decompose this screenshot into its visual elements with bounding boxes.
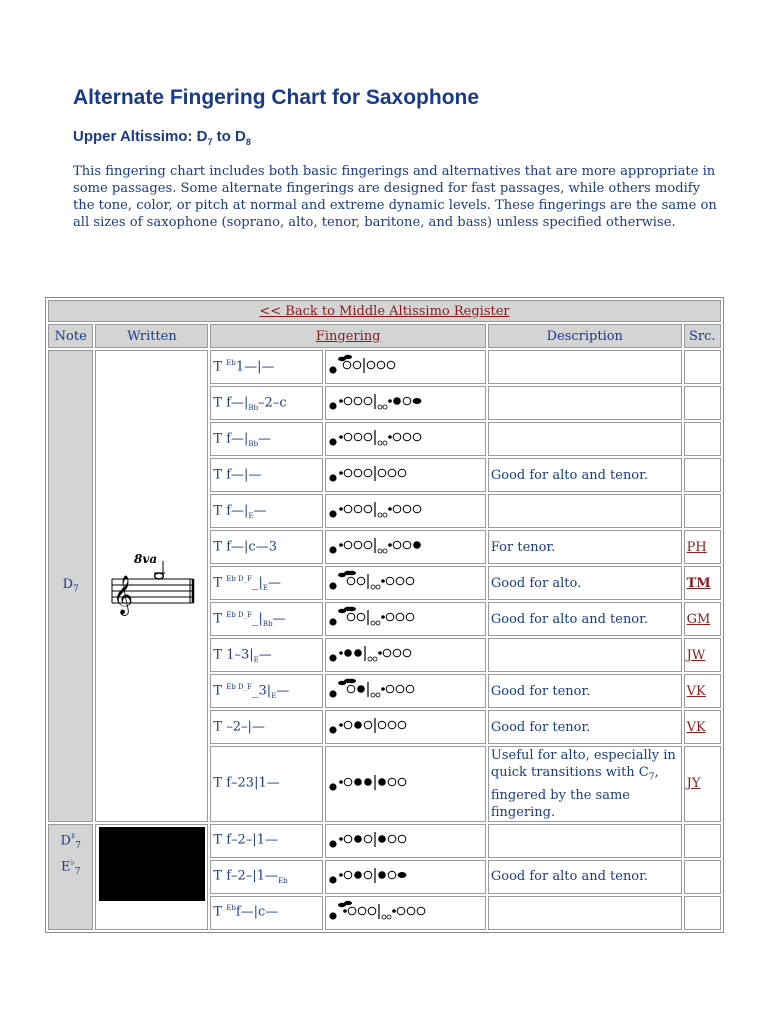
open-key-icon (345, 433, 353, 441)
small-key-icon (382, 915, 386, 919)
small-key-icon (378, 441, 382, 445)
fingering-diagram-svg (328, 567, 478, 595)
closed-key-icon (355, 871, 363, 879)
written-d-sharp-7 (95, 824, 208, 930)
small-key-icon (383, 441, 387, 445)
open-key-icon (359, 907, 367, 915)
source-link-jy[interactable]: JY (686, 776, 701, 792)
fingering-text: T f—|— (210, 458, 323, 492)
side-key-icon (389, 507, 393, 511)
fingering-header-link[interactable]: Fingering (315, 328, 381, 344)
open-key-icon (365, 835, 373, 843)
fingering-text: T $^{Eb D\_F}\_|_E—$ (210, 566, 323, 600)
fingering-diagram (325, 710, 485, 744)
small-key-icon (383, 513, 387, 517)
side-key-icon (379, 651, 383, 655)
open-key-icon (365, 397, 373, 405)
side-key-icon (393, 909, 397, 913)
back-link-cell (48, 300, 721, 322)
octave-key-icon (330, 546, 337, 553)
side-key-icon (340, 837, 344, 841)
side-key-icon (340, 435, 344, 439)
small-key-icon (387, 915, 391, 919)
open-key-icon (399, 469, 407, 477)
octave-key-icon (330, 726, 337, 733)
octave-key-icon (330, 510, 337, 517)
staff-notation-icon (107, 549, 197, 619)
small-key-icon (368, 657, 372, 661)
open-key-icon (389, 778, 397, 786)
header-description: Description (488, 324, 682, 348)
fingering-diagram-svg (328, 675, 478, 703)
source-link-vk[interactable]: VK (686, 683, 706, 699)
palm-key-icon (348, 607, 356, 611)
octave-key-icon (330, 654, 337, 661)
source-cell (684, 386, 721, 420)
closed-key-icon (355, 721, 363, 729)
closed-key-icon (379, 778, 387, 786)
source-cell (684, 746, 721, 822)
fingering-diagram-svg (328, 495, 478, 523)
closed-key-icon (394, 397, 402, 405)
source-cell (684, 638, 721, 672)
description-cell (488, 896, 682, 930)
octave-key-icon (330, 690, 337, 697)
source-cell (684, 710, 721, 744)
source-cell (684, 350, 721, 384)
small-key-icon (378, 549, 382, 553)
note-d7 (48, 350, 93, 822)
fingering-row (48, 350, 721, 384)
side-key-icon (340, 507, 344, 511)
fingering-text: T f–2–|1— (210, 824, 323, 858)
small-key-icon (376, 621, 380, 625)
description-text: , fingered by the same fingering. (490, 765, 659, 820)
open-key-icon (348, 685, 356, 693)
side-key-icon (340, 780, 344, 784)
small-key-icon (376, 693, 380, 697)
open-key-icon (414, 433, 422, 441)
small-key-icon (371, 693, 375, 697)
open-key-icon (397, 685, 405, 693)
header-note: Note (48, 324, 93, 348)
source-cell (684, 458, 721, 492)
open-key-icon (365, 469, 373, 477)
octave-key-icon (330, 582, 337, 589)
side-key-icon (382, 615, 386, 619)
open-key-icon (407, 613, 415, 621)
fingering-text: T f–23|1— (210, 746, 323, 822)
source-cell (684, 896, 721, 930)
open-key-icon (407, 685, 415, 693)
closed-key-icon (365, 778, 373, 786)
side-key-icon (382, 579, 386, 583)
source-cell (684, 674, 721, 708)
side-key-icon (340, 543, 344, 547)
open-key-icon (387, 685, 395, 693)
source-link-vk[interactable]: VK (686, 719, 706, 735)
source-cell (684, 422, 721, 456)
fingering-diagram-svg (328, 459, 478, 487)
page-title: Alternate Fingering Chart for Saxophone (73, 86, 480, 109)
open-key-icon (418, 907, 426, 915)
note-octave: 7 (73, 584, 79, 595)
fingering-diagram-svg (328, 711, 478, 739)
fingering-diagram-svg (328, 531, 478, 559)
open-key-icon (397, 613, 405, 621)
fingering-text: T –2–|— (210, 710, 323, 744)
open-key-icon (369, 907, 377, 915)
flat-icon: ♭ (70, 857, 75, 868)
fingering-text: T $1-3|_E—$ (210, 638, 323, 672)
fingering-diagram (325, 458, 485, 492)
open-key-icon (365, 505, 373, 513)
source-link-tm[interactable]: TM (686, 575, 711, 591)
description-cell: Good for tenor. (488, 710, 682, 744)
fingering-text: T $f-2-|1—_{Eb}$ (210, 860, 323, 894)
open-key-icon (414, 505, 422, 513)
octave-key-icon (330, 402, 337, 409)
open-key-icon (407, 577, 415, 585)
source-cell (684, 824, 721, 858)
palm-key-icon (344, 900, 352, 904)
open-key-icon (345, 871, 353, 879)
header-fingering[interactable] (210, 324, 485, 348)
open-key-icon (398, 907, 406, 915)
open-key-icon (345, 505, 353, 513)
fingering-text: T $f—|_{Bb}-2-c$ (210, 386, 323, 420)
open-key-icon (399, 835, 407, 843)
octave-mark: 8va (133, 551, 158, 566)
small-key-icon (383, 549, 387, 553)
open-key-icon (348, 613, 356, 621)
octave-key-icon (330, 783, 337, 790)
open-key-icon (355, 397, 363, 405)
octave-key-icon (330, 876, 337, 883)
intro-paragraph: This fingering chart includes both basic fingerings and alternatives that are more appropriate in some passages. Some alternate fingerings are designed for fast passages, while others modify the tone, color, or pitch at normal and extreme dynamic levels. These fingerings are the same on all sizes of saxophone (soprano, alto, tenor, baritone, and bass) unless specified otherwise. (73, 164, 717, 230)
open-key-icon (379, 469, 387, 477)
side-key-icon (340, 651, 344, 655)
closed-key-icon (355, 649, 363, 657)
description-cell (488, 824, 682, 858)
side-key-icon (340, 471, 344, 475)
header-written: Written (95, 324, 208, 348)
description-cell (488, 494, 682, 528)
open-key-icon (394, 649, 402, 657)
note-octave: 7 (74, 866, 81, 877)
source-cell (684, 860, 721, 894)
side-key-icon (389, 543, 393, 547)
description-cell: Good for alto. (488, 566, 682, 600)
side-key-icon (340, 723, 344, 727)
fingering-diagram (325, 860, 485, 894)
open-key-icon (355, 433, 363, 441)
small-key-icon (371, 585, 375, 589)
description-cell (488, 638, 682, 672)
fingering-diagram (325, 530, 485, 564)
open-key-icon (349, 907, 357, 915)
closed-key-icon (414, 541, 422, 549)
source-link-jw[interactable]: JW (686, 647, 706, 663)
fingering-diagram (325, 674, 485, 708)
octave-key-icon (330, 366, 337, 373)
fingering-text: T $^{Eb D\_F}\_3|_E—$ (210, 674, 323, 708)
open-key-icon (404, 649, 412, 657)
fingering-diagram (325, 422, 485, 456)
side-key-icon (340, 873, 344, 877)
description-text: Useful for alto, especially in quick transitions with C (490, 748, 676, 780)
written-d7 (95, 350, 208, 822)
fingering-diagram (325, 350, 485, 384)
open-key-icon (365, 721, 373, 729)
open-key-icon (345, 721, 353, 729)
half-key-icon (398, 872, 407, 878)
octave-key-icon (330, 912, 337, 919)
page-subtitle: Upper Altissimo: $D_7$ to $D_8$ (73, 128, 251, 147)
open-key-icon (394, 433, 402, 441)
closed-key-icon (355, 835, 363, 843)
missing-notation-image (99, 827, 205, 901)
open-key-icon (368, 361, 376, 369)
description-cell: Good for tenor. (488, 674, 682, 708)
fingering-text: T $f—|_{Bb}—$ (210, 422, 323, 456)
fingering-diagram (325, 494, 485, 528)
source-link-gm[interactable]: GM (686, 611, 711, 627)
small-key-icon (378, 513, 382, 517)
fingering-diagram-svg (328, 603, 478, 631)
open-key-icon (344, 361, 352, 369)
open-key-icon (389, 721, 397, 729)
fingering-text: T $^{Eb}$1—|— (210, 350, 323, 384)
open-key-icon (365, 541, 373, 549)
open-key-icon (348, 577, 356, 585)
fingering-diagram-svg (328, 387, 478, 415)
note-octave: 7 (75, 840, 81, 851)
open-key-icon (355, 469, 363, 477)
treble-clef-icon: 𝄞 (112, 574, 134, 615)
description-cell (488, 746, 682, 822)
description-cell: Good for alto and tenor. (488, 602, 682, 636)
open-key-icon (355, 541, 363, 549)
closed-key-icon (379, 871, 387, 879)
closed-key-icon (358, 685, 366, 693)
open-key-icon (394, 541, 402, 549)
open-key-icon (389, 871, 397, 879)
open-key-icon (408, 907, 416, 915)
small-key-icon (383, 405, 387, 409)
fingering-diagram-svg (328, 825, 478, 853)
octave-key-icon (330, 840, 337, 847)
octave-key-icon (330, 474, 337, 481)
side-key-icon (340, 399, 344, 403)
back-to-middle-altissimo-link[interactable]: << Back to Middle Altissimo Register (259, 303, 510, 319)
fingering-diagram (325, 566, 485, 600)
source-cell (684, 494, 721, 528)
fingering-diagram-svg (328, 768, 478, 796)
sharp-icon: ♯ (70, 831, 76, 842)
small-key-icon (371, 621, 375, 625)
side-key-icon (389, 399, 393, 403)
open-key-icon (404, 397, 412, 405)
closed-key-icon (355, 778, 363, 786)
header-src: Src. (684, 324, 721, 348)
open-key-icon (399, 721, 407, 729)
open-key-icon (388, 361, 396, 369)
fingering-diagram-svg (328, 897, 478, 925)
fingering-text: T $f—|_E—$ (210, 494, 323, 528)
fingering-row (48, 824, 721, 858)
small-key-icon (373, 657, 377, 661)
fingering-text: T f—|c—3 (210, 530, 323, 564)
open-key-icon (345, 469, 353, 477)
palm-key-icon (348, 679, 356, 683)
open-key-icon (389, 469, 397, 477)
description-cell: Good for alto and tenor. (488, 860, 682, 894)
source-link-ph[interactable]: PH (686, 539, 707, 555)
side-key-icon (382, 687, 386, 691)
source-cell (684, 602, 721, 636)
note-head-icon (155, 573, 164, 579)
fingering-diagram-svg (328, 639, 478, 667)
open-key-icon (354, 361, 362, 369)
fingering-diagram (325, 896, 485, 930)
open-key-icon (404, 433, 412, 441)
open-key-icon (378, 361, 386, 369)
description-cell: For tenor. (488, 530, 682, 564)
open-key-icon (365, 433, 373, 441)
description-text: 7 (648, 772, 655, 783)
open-key-icon (387, 613, 395, 621)
open-key-icon (404, 541, 412, 549)
open-key-icon (384, 649, 392, 657)
open-key-icon (345, 778, 353, 786)
open-key-icon (379, 721, 387, 729)
fingering-text: T $^{Eb D\_F}\_|_{Bb}—$ (210, 602, 323, 636)
closed-key-icon (379, 835, 387, 843)
small-key-icon (376, 585, 380, 589)
open-key-icon (394, 505, 402, 513)
open-key-icon (389, 835, 397, 843)
open-key-icon (399, 778, 407, 786)
octave-key-icon (330, 618, 337, 625)
fingering-chart-table (45, 297, 724, 933)
fingering-diagram (325, 746, 485, 822)
open-key-icon (345, 835, 353, 843)
note-d-sharp-e-flat-7 (48, 824, 93, 930)
fingering-diagram-svg (328, 423, 478, 451)
source-cell (684, 566, 721, 600)
open-key-icon (387, 577, 395, 585)
open-key-icon (397, 577, 405, 585)
description-cell (488, 386, 682, 420)
source-cell (684, 530, 721, 564)
description-cell (488, 422, 682, 456)
open-key-icon (345, 397, 353, 405)
closed-key-icon (345, 649, 353, 657)
half-key-icon (413, 398, 422, 404)
note-letter: D (62, 577, 74, 592)
palm-key-icon (344, 355, 352, 359)
description-cell (488, 350, 682, 384)
small-key-icon (378, 405, 382, 409)
octave-key-icon (330, 438, 337, 445)
open-key-icon (358, 577, 366, 585)
open-key-icon (345, 541, 353, 549)
palm-key-icon (348, 571, 356, 575)
fingering-diagram (325, 638, 485, 672)
open-key-icon (358, 613, 366, 621)
open-key-icon (365, 871, 373, 879)
note-letter: E (60, 858, 71, 874)
side-key-icon (344, 909, 348, 913)
note-letter: D (60, 832, 71, 848)
side-key-icon (389, 435, 393, 439)
open-key-icon (355, 505, 363, 513)
fingering-diagram-svg (328, 351, 478, 379)
open-key-icon (404, 505, 412, 513)
fingering-diagram (325, 824, 485, 858)
fingering-diagram (325, 386, 485, 420)
description-cell: Good for alto and tenor. (488, 458, 682, 492)
fingering-text: T $^{Eb}$f—|c— (210, 896, 323, 930)
fingering-diagram-svg (328, 861, 478, 889)
fingering-diagram (325, 602, 485, 636)
